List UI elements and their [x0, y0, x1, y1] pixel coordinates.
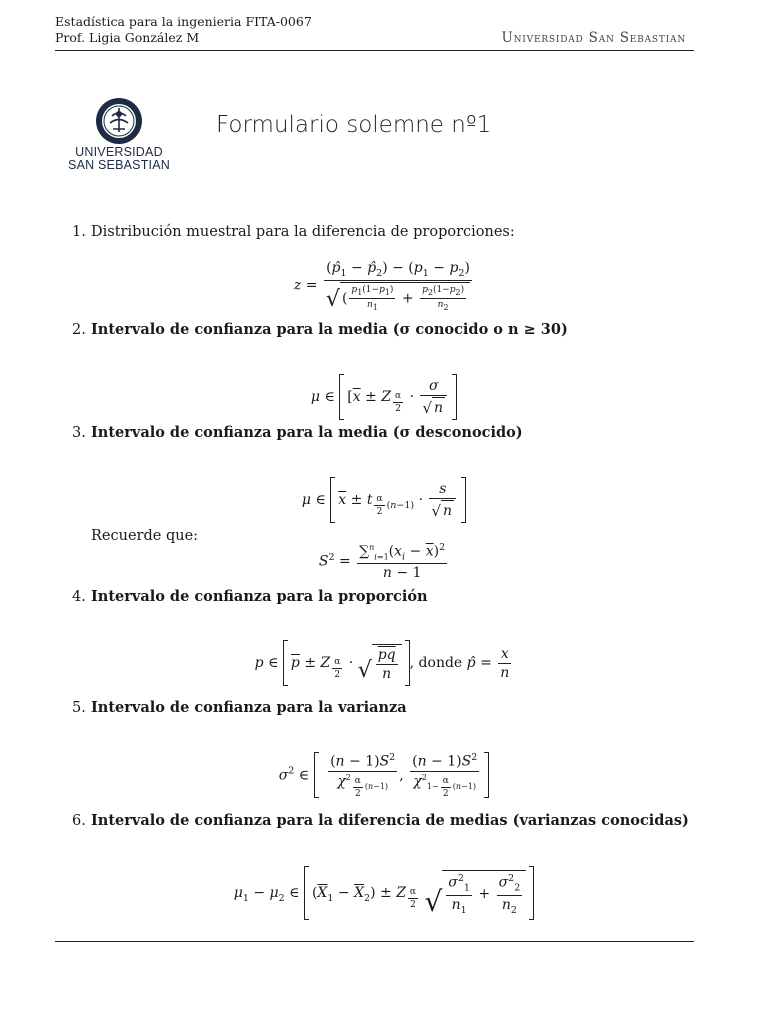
formula-sample-variance: $S^2$ = $\frac{\sum^n_{i=1}(x_i - \overline{x})^2}{n - 1}$: [318, 542, 446, 582]
item-heading: Intervalo de confianza para la proporción: [91, 588, 428, 605]
formula-ci-mean-known: μ ∈ [$\overline{x} \pm Z$ $_{\frac{\alpha}{2}}$ · $\frac{\sigma}{√ n}$: [0, 374, 768, 420]
professor-name: Prof. Ligia González M: [55, 30, 200, 45]
university-logo: [64, 96, 174, 172]
crest-icon: [95, 96, 143, 146]
formula-diff-proportions: z = ($p̂_1$ − $p̂_2) - (p_1 - p_2)$ √ ( $\frac{p_1(1-p_1)}{n_1}$ + $\frac{p_2(1-p_2)}{n_2}$: [0, 260, 768, 311]
formula-ci-proportion: p ∈ $\overline{p} \pm Z$ $_{\frac{\alpha}{2}}$ · √ $\frac{pq}{n}$ , donde p̂ = $\frac{x}{n}$: [0, 640, 768, 686]
formula-ci-variance: $\sigma^2$ ∈ $(n - 1)S^2$ $\chi^2$ $_{\frac{\alpha}{2} (n-1)}$ , $(n - 1)S^2$ $\chi^2_{1- \frac{\alpha}{2} (n-1)}$: [0, 752, 768, 799]
item-number: 4.: [72, 589, 86, 605]
item-number: 1.: [72, 224, 86, 240]
item-heading: Intervalo de confianza para la media (σ desconocido): [91, 424, 523, 441]
item-heading: Intervalo de confianza para la media (σ conocido o n ≥ 30): [91, 321, 568, 338]
list-item-6: [72, 812, 689, 829]
header-rule: [55, 50, 694, 51]
item-number: 2.: [72, 322, 86, 338]
item-heading: Distribución muestral para la diferencia de proporciones:: [91, 224, 515, 240]
footer-rule: [55, 941, 694, 942]
list-item-1: [72, 224, 515, 240]
list-item-3: [72, 424, 523, 441]
item-number: 6.: [72, 813, 86, 829]
logo-line-1: UNIVERSIDAD: [75, 145, 163, 159]
page-title: Formulario solemne nº1: [216, 112, 492, 138]
logo-line-2: SAN SEBASTIAN: [68, 158, 170, 172]
item-number: 3.: [72, 425, 86, 441]
item-number: 5.: [72, 700, 86, 716]
item-heading: Intervalo de confianza para la diferencia de medias (varianzas conocidas): [91, 812, 689, 829]
list-item-2: [72, 321, 568, 338]
formula-ci-diff-means: $\mu_1 - \mu_2$ ∈ $(\overline{X}_1 - \overline{X}_2) \pm Z$ $_{\frac{\alpha}{2}}$ √ $\frac{\sigma^2_1}{n_1}$ + $\frac{\sigma^2_2}{n_2}$: [0, 866, 768, 920]
page-header-left: [55, 14, 312, 46]
list-item-5: [72, 699, 407, 716]
university-name: Universidad San Sebastian: [501, 30, 686, 46]
list-item-4: [72, 588, 428, 605]
reminder-label: Recuerde que:: [91, 528, 199, 544]
formula-ci-mean-unknown: μ ∈ $\overline{x} \pm t$ $_{\frac{\alpha}{2} (n-1)}$ · $\frac{s}{√ n}$: [0, 477, 768, 523]
item-heading: Intervalo de confianza para la varianza: [91, 699, 407, 716]
course-name: Estadística para la ingenieria FITA-0067: [55, 14, 312, 29]
donde-label: , donde: [409, 655, 463, 671]
